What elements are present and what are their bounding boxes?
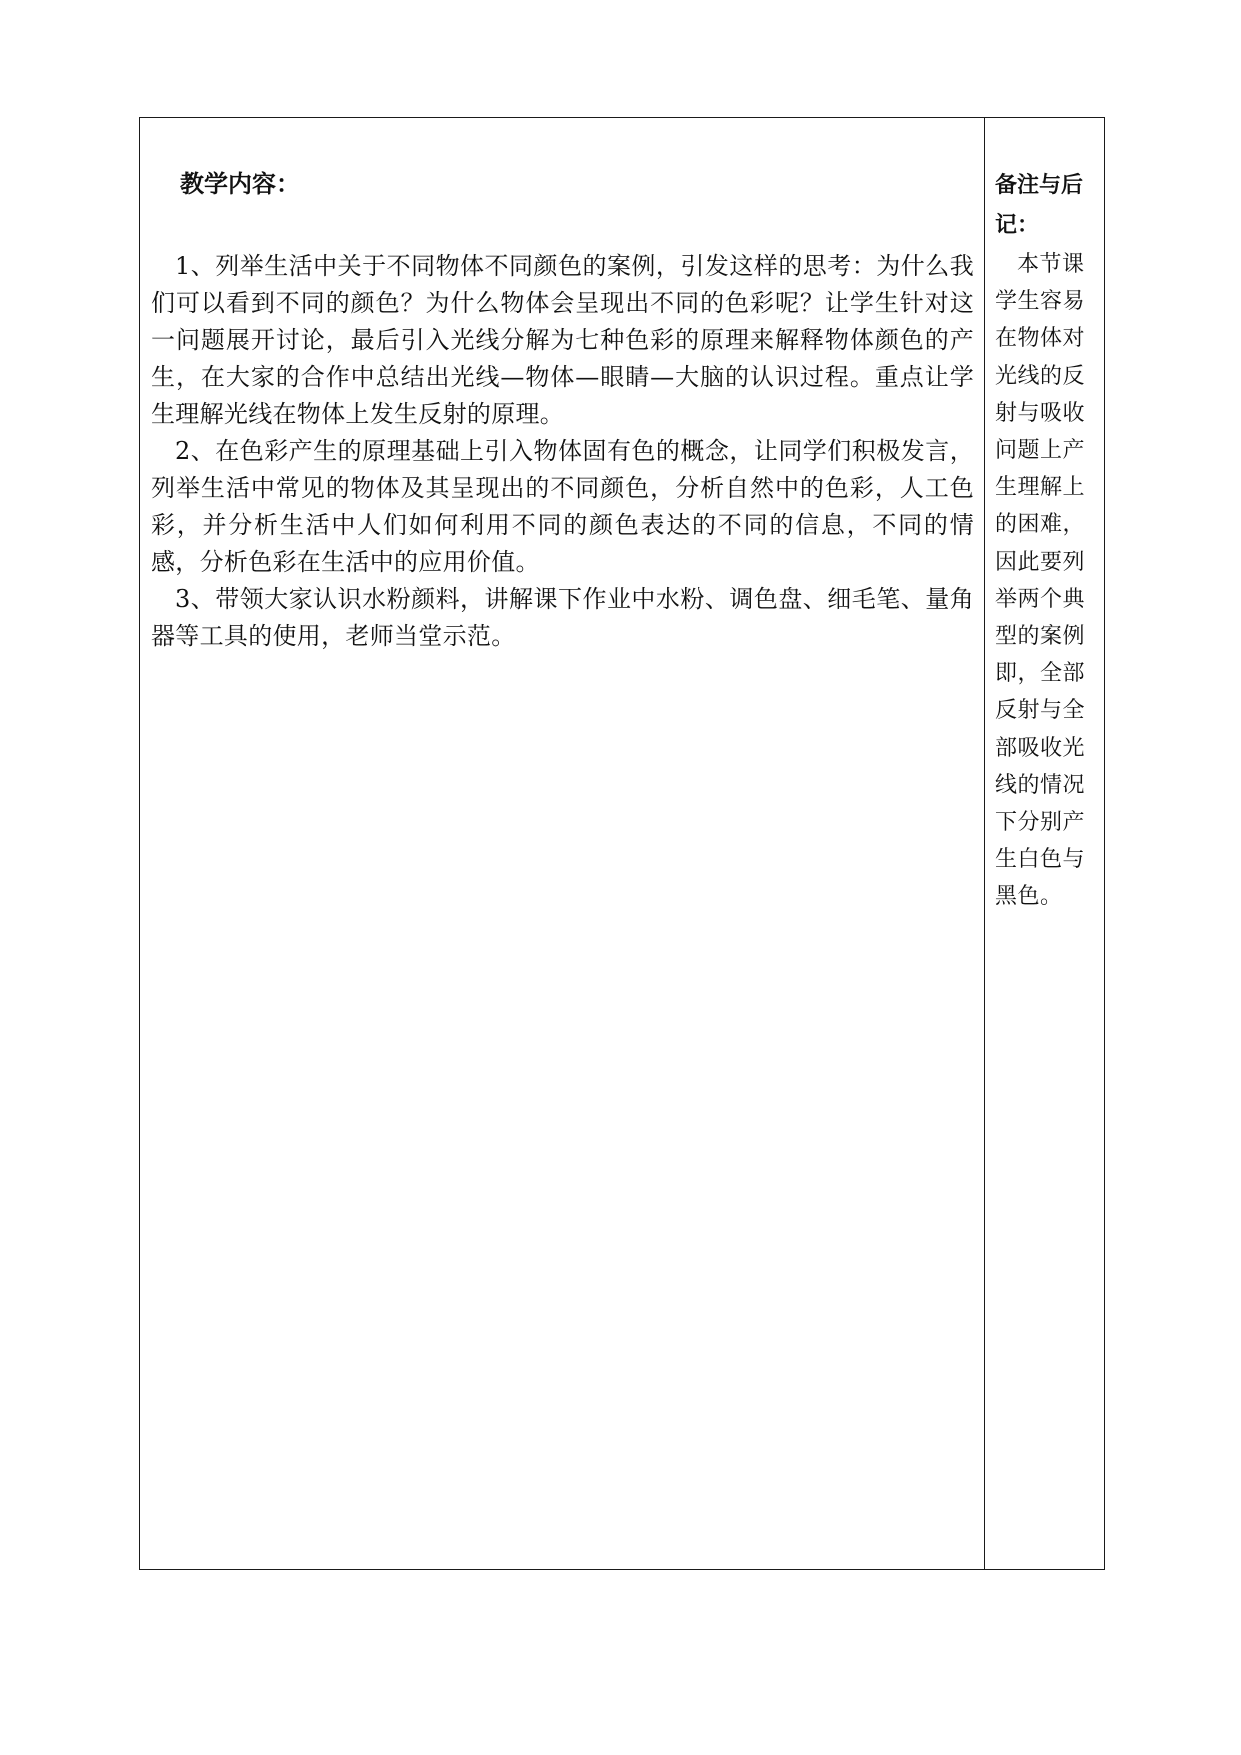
lesson-plan-table <box>139 117 1105 1570</box>
teaching-content-cell <box>140 118 985 1569</box>
content-paragraph-1: 1、列举生活中关于不同物体不同颜色的案例，引发这样的思考：为什么我们可以看到不同的颜色？为什么物体会呈现出不同的色彩呢？让学生针对这一问题展开讨论，最后引入光线分解为七种色彩的原理来解释物体颜色的产生，在大家的合作中总结出光线—物体—眼睛—大脑的认识过程。重点让学生理解光线在物体上发生反射的原理。 <box>151 252 974 428</box>
teaching-content-heading: 教学内容： <box>180 170 300 198</box>
content-paragraph-3: 3、带领大家认识水粉颜料，讲解课下作业中水粉、调色盘、细毛笔、量角器等工具的使用，老师当堂示范。 <box>151 585 974 650</box>
teaching-content-body <box>151 248 974 655</box>
notes-body: 本节课学生容易在物体对光线的反射与吸收问题上产生理解上的困难，因此要列举两个典型的案例即，全部反射与全部吸收光线的情况下分别产生白色与黑色。 <box>995 252 1086 910</box>
notes-cell <box>985 118 1104 1569</box>
content-paragraph-2: 2、在色彩产生的原理基础上引入物体固有色的概念，让同学们积极发言，列举生活中常见的物体及其呈现出的不同颜色，分析自然中的色彩，人工色彩，并分析生活中人们如何利用不同的颜色表达的不同的信息，不同的情感，分析色彩在生活中的应用价值。 <box>151 437 974 576</box>
notes-heading: 备注与后记： <box>995 173 1084 238</box>
